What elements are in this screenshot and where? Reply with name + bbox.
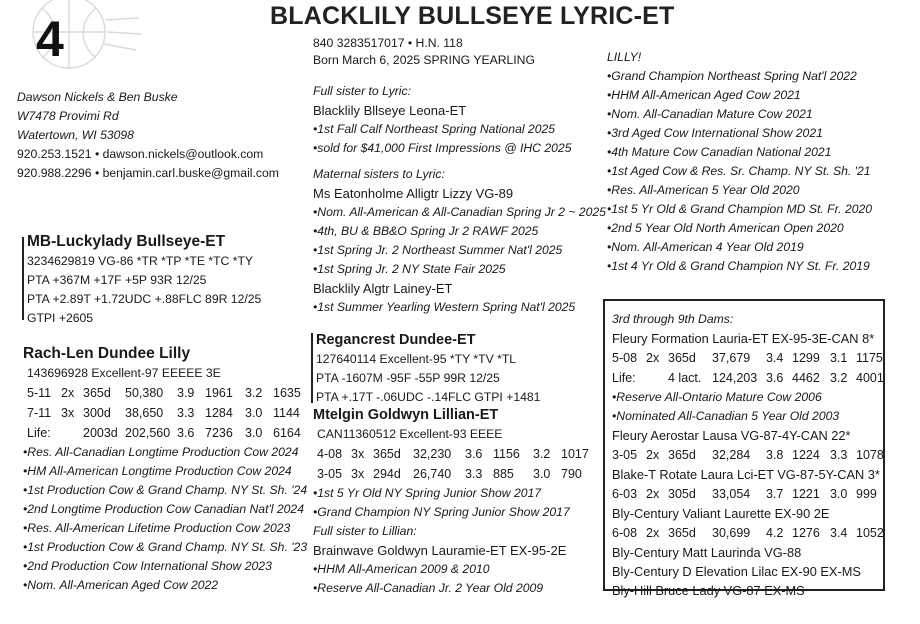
record-cell: 1276 [792, 526, 820, 540]
honor-item: •3rd Aged Cow International Show 2021 [607, 126, 823, 140]
consignor-contact-1: 920.253.1521 • dawson.nickels@outlook.com [17, 147, 264, 161]
sire-bar [22, 237, 24, 320]
honor-item: •1st Spring Jr. 2 Northeast Summer Nat'l 2025 [313, 243, 563, 257]
record-cell: 3.4 [766, 351, 784, 365]
record-cell: 2x [646, 526, 660, 540]
record-row [612, 523, 892, 543]
lot-number: 4 [36, 11, 64, 67]
record-cell: 1299 [792, 351, 820, 365]
record-cell: 26,740 [413, 467, 452, 481]
record-cell: 3x [351, 467, 365, 481]
record-cell: 1635 [273, 386, 301, 400]
record-cell: 32,284 [712, 448, 751, 462]
dam-5-records [612, 484, 892, 504]
page-title: BLACKLILY BULLSEYE LYRIC-ET [270, 2, 675, 30]
full-sister-lillian-honors [313, 560, 566, 598]
record-cell: 7236 [205, 426, 233, 440]
record-cell: 3.6 [465, 447, 483, 461]
sister-2-name: Blacklily Algtr Lainey-ET [313, 281, 453, 296]
honor-item: •2nd Longtime Production Cow Canadian Nat'l 2024 [23, 502, 304, 516]
record-cell: 1961 [205, 386, 233, 400]
record-cell: 4-08 [317, 447, 343, 461]
record-cell: 294d [373, 467, 401, 481]
record-cell: 3x [351, 447, 365, 461]
record-cell: 3.0 [533, 467, 551, 481]
mgs-block [316, 330, 540, 407]
record-cell: 5-11 [27, 386, 52, 400]
record-row [612, 348, 892, 368]
record-cell: 1078 [856, 448, 884, 462]
honor-item: •Grand Champion Northeast Spring Nat'l 2022 [607, 69, 857, 83]
grandam-records [317, 444, 597, 484]
honor-item: •1st 5 Yr Old & Grand Champion MD St. Fr. 2020 [607, 202, 873, 216]
record-cell: 2x [646, 351, 660, 365]
record-cell: 3.0 [830, 487, 848, 501]
record-cell: 6-08 [612, 526, 638, 540]
record-cell: 3.2 [533, 447, 551, 461]
maternal-sisters-heading: Maternal sisters to Lyric: [313, 167, 445, 181]
dam-honors [23, 443, 313, 595]
record-cell: 3.3 [830, 448, 848, 462]
honor-item: •Res. All-American 5 Year Old 2020 [607, 183, 800, 197]
record-cell: 790 [561, 467, 582, 481]
record-cell: 3.2 [830, 371, 848, 385]
record-cell: 3x [61, 406, 75, 420]
record-cell: 3.0 [245, 426, 263, 440]
consignor-city: Watertown, WI 53098 [17, 128, 134, 142]
honor-item: •HHM All-American 2009 & 2010 [313, 562, 490, 576]
record-cell: 4.2 [766, 526, 784, 540]
lot-badge [14, 0, 134, 80]
record-cell: 3.8 [766, 448, 784, 462]
grandam-block [313, 405, 597, 522]
record-cell: 3.3 [465, 467, 483, 481]
honor-item: •HHM All-American Aged Cow 2021 [607, 88, 801, 102]
sire-block [27, 232, 261, 328]
record-cell [61, 423, 83, 443]
honor-item: •2nd Production Cow International Show 2023 [23, 559, 272, 573]
consignor-contact-2: 920.988.2296 • benjamin.carl.buske@gmail.com [17, 166, 279, 180]
dam-3-honors [612, 388, 892, 426]
record-row [317, 464, 597, 484]
honor-item: •Nominated All-Canadian 5 Year Old 2003 [612, 409, 840, 423]
honor-item: •1st Aged Cow & Res. Sr. Champ. NY St. Sh. '21 [607, 164, 871, 178]
record-cell: 3.6 [177, 426, 195, 440]
record-row [27, 403, 313, 423]
dam-name: Rach-Len Dundee Lilly [23, 345, 191, 362]
dams-box-content [612, 310, 892, 600]
honor-item: •1st Spring Jr. 2 NY State Fair 2025 [313, 262, 506, 276]
mgs-line-1: 127640114 Excellent-95 *TY *TV *TL [316, 352, 517, 366]
mgs-line-3: PTA +.17T -.06UDC -.14FLC GTPI +1481 [316, 390, 541, 404]
full-sister-name: Blacklily Bllseye Leona-ET [313, 103, 467, 118]
record-cell: 6164 [273, 426, 301, 440]
record-cell: 5-08 [612, 351, 638, 365]
record-cell: 32,230 [413, 447, 452, 461]
sire-line-2: PTA +367M +17F +5P 93R 12/25 [27, 273, 207, 287]
consignor-names: Dawson Nickels & Ben Buske [17, 90, 178, 104]
record-cell: 1052 [856, 526, 884, 540]
record-cell: 1224 [792, 448, 820, 462]
honor-item: •Res. All-American Lifetime Production Cow 2023 [23, 521, 291, 535]
dams-box-heading: 3rd through 9th Dams: [612, 312, 734, 326]
sire-line-3: PTA +2.89T +1.72UDC +.88FLC 89R 12/25 [27, 292, 262, 306]
sister-2-honors [313, 298, 606, 317]
dam-3-records [612, 348, 892, 388]
sire-name: MB-Luckylady Bullseye-ET [27, 233, 226, 250]
record-cell: 3.4 [830, 526, 848, 540]
record-row [612, 445, 892, 465]
record-cell: 7-11 [27, 406, 52, 420]
honor-item: •Res. All-Canadian Longtime Production Cow 2024 [23, 445, 299, 459]
basketball-icon [14, 0, 144, 80]
record-cell: 2x [646, 448, 660, 462]
record-cell: 3.6 [766, 371, 784, 385]
grandam-honors [313, 484, 597, 522]
record-cell: 365d [83, 386, 111, 400]
dam-4-name: Fleury Aerostar Lausa VG-87-4Y-CAN 22* [612, 428, 851, 443]
record-cell: 300d [83, 406, 111, 420]
dam-3-name: Fleury Formation Lauria-ET EX-95-3E-CAN 8* [612, 331, 875, 346]
record-cell: Life: [27, 426, 51, 440]
record-row [612, 484, 892, 504]
honor-item: •1st Production Cow & Grand Champ. NY St. Sh. '24 [23, 483, 308, 497]
record-cell: 202,560 [125, 426, 171, 440]
grandam-name: Mtelgin Goldwyn Lillian-ET [313, 407, 499, 423]
mgs-name: Regancrest Dundee-ET [316, 332, 476, 348]
record-cell: 1156 [493, 447, 520, 461]
record-cell: 305d [668, 487, 696, 501]
record-cell: 3.1 [830, 351, 848, 365]
full-sister-honors [313, 120, 571, 158]
record-cell: 1144 [273, 406, 300, 420]
maternal-sisters-block [313, 165, 606, 317]
record-cell: 3.9 [177, 386, 195, 400]
honor-item: •4th Mature Cow Canadian National 2021 [607, 145, 832, 159]
record-cell: 3.7 [766, 487, 784, 501]
lilly-honors [607, 67, 872, 276]
record-cell: 365d [668, 526, 696, 540]
honor-item: •4th, BU & BB&O Spring Jr 2 RAWF 2025 [313, 224, 539, 238]
sire-line-4: GTPI +2605 [27, 311, 94, 325]
record-cell: 33,054 [712, 487, 751, 501]
record-cell: 3.3 [177, 406, 195, 420]
honor-item: •2nd 5 Year Old North American Open 2020 [607, 221, 844, 235]
record-row [27, 423, 313, 443]
full-sister-lillian-name: Brainwave Goldwyn Lauramie-ET EX-95-2E [313, 543, 567, 558]
dam-8-name: Bly-Century D Elevation Lilac EX-90 EX-MS [612, 564, 861, 579]
dam-4-records [612, 445, 892, 465]
record-cell: 365d [373, 447, 401, 461]
consignor-block [17, 88, 279, 183]
record-cell: 365d [668, 448, 696, 462]
record-cell: 365d [668, 351, 696, 365]
honor-item: •Nom. All-American Aged Cow 2022 [23, 578, 219, 592]
dam-line-1: 143696928 Excellent-97 EEEEE 3E [27, 366, 221, 380]
record-cell: 3-05 [612, 448, 638, 462]
record-cell: 4462 [792, 371, 820, 385]
lilly-block [607, 48, 872, 276]
honor-item: •1st 4 Yr Old & Grand Champion NY St. Fr. 2019 [607, 259, 870, 273]
record-cell: Life: [612, 371, 636, 385]
honor-item: •Nom. All-American 4 Year Old 2019 [607, 240, 804, 254]
honor-item: •Nom. All-Canadian Mature Cow 2021 [607, 107, 813, 121]
honor-item: •Reserve All-Ontario Mature Cow 2006 [612, 390, 822, 404]
record-cell: 3-05 [317, 467, 343, 481]
sire-line-1: 3234629819 VG-86 *TR *TP *TE *TC *TY [27, 254, 254, 268]
dam-6-records [612, 523, 892, 543]
record-cell: 1175 [856, 351, 883, 365]
mgs-bar [311, 333, 313, 403]
honor-item: •Reserve All-Canadian Jr. 2 Year Old 2009 [313, 581, 544, 595]
record-cell: 50,380 [125, 386, 164, 400]
record-row [27, 383, 313, 403]
record-cell: 3.0 [245, 406, 263, 420]
dam-7-name: Bly-Century Matt Laurinda VG-88 [612, 545, 802, 560]
record-row [317, 444, 597, 464]
sister-1-name: Ms Eatonholme Alligtr Lizzy VG-89 [313, 186, 514, 201]
record-cell: 6-03 [612, 487, 638, 501]
honor-item: •1st 5 Yr Old NY Spring Junior Show 2017 [313, 486, 542, 500]
record-row [612, 368, 892, 388]
full-sister-lillian-heading: Full sister to Lillian: [313, 524, 417, 538]
record-cell: 38,650 [125, 406, 164, 420]
grandam-line-1: CAN11360512 Excellent-93 EEEE [317, 427, 503, 441]
full-sister-heading: Full sister to Lyric: [313, 84, 411, 98]
mgs-line-2: PTA -1607M -95F -55P 99R 12/25 [316, 371, 500, 385]
dam-5-name: Blake-T Rotate Laura Lci-ET VG-87-5Y-CAN 3* [612, 467, 880, 482]
honor-item: •sold for $41,000 First Impressions @ IHC 2025 [313, 141, 572, 155]
record-cell: 1221 [792, 487, 820, 501]
record-cell: 1017 [561, 447, 589, 461]
record-cell: 3.2 [245, 386, 263, 400]
honor-item: •1st Production Cow & Grand Champ. NY St. Sh. '23 [23, 540, 308, 554]
record-cell: 4 lact. [668, 371, 702, 385]
sister-1-honors [313, 203, 606, 279]
honor-item: •Nom. All-American & All-Canadian Spring Jr 2 ~ 2025 [313, 205, 606, 219]
record-cell: 4001 [856, 371, 884, 385]
animal-born: Born March 6, 2025 SPRING YEARLING [313, 53, 535, 67]
full-sister-block [313, 82, 571, 158]
record-cell: 2x [646, 487, 660, 501]
animal-ids: 840 3283517017 • H.N. 118 [313, 36, 463, 50]
record-cell: 124,203 [712, 371, 758, 385]
record-cell: 2x [61, 386, 75, 400]
record-cell: 999 [856, 487, 877, 501]
honor-item: •HM All-American Longtime Production Cow 2024 [23, 464, 292, 478]
honor-item: •1st Summer Yearling Western Spring Nat'l 2025 [313, 300, 576, 314]
dam-records [27, 383, 313, 443]
dam-block [23, 344, 313, 595]
record-cell: 30,699 [712, 526, 751, 540]
consignor-address: W7478 Provimi Rd [17, 109, 119, 123]
lilly-heading: LILLY! [607, 50, 642, 64]
record-cell: 37,679 [712, 351, 751, 365]
record-cell: 885 [493, 467, 514, 481]
honor-item: •1st Fall Calf Northeast Spring National 2025 [313, 122, 556, 136]
record-cell: 2003d [83, 426, 118, 440]
full-sister-lillian-block [313, 522, 566, 598]
dam-6-name: Bly-Century Valiant Laurette EX-90 2E [612, 506, 830, 521]
record-cell [646, 368, 668, 388]
record-cell: 1284 [205, 406, 233, 420]
honor-item: •Grand Champion NY Spring Junior Show 2017 [313, 505, 570, 519]
dam-9-name: Bly-Hill Bruce Lady VG-87 EX-MS [612, 583, 805, 598]
